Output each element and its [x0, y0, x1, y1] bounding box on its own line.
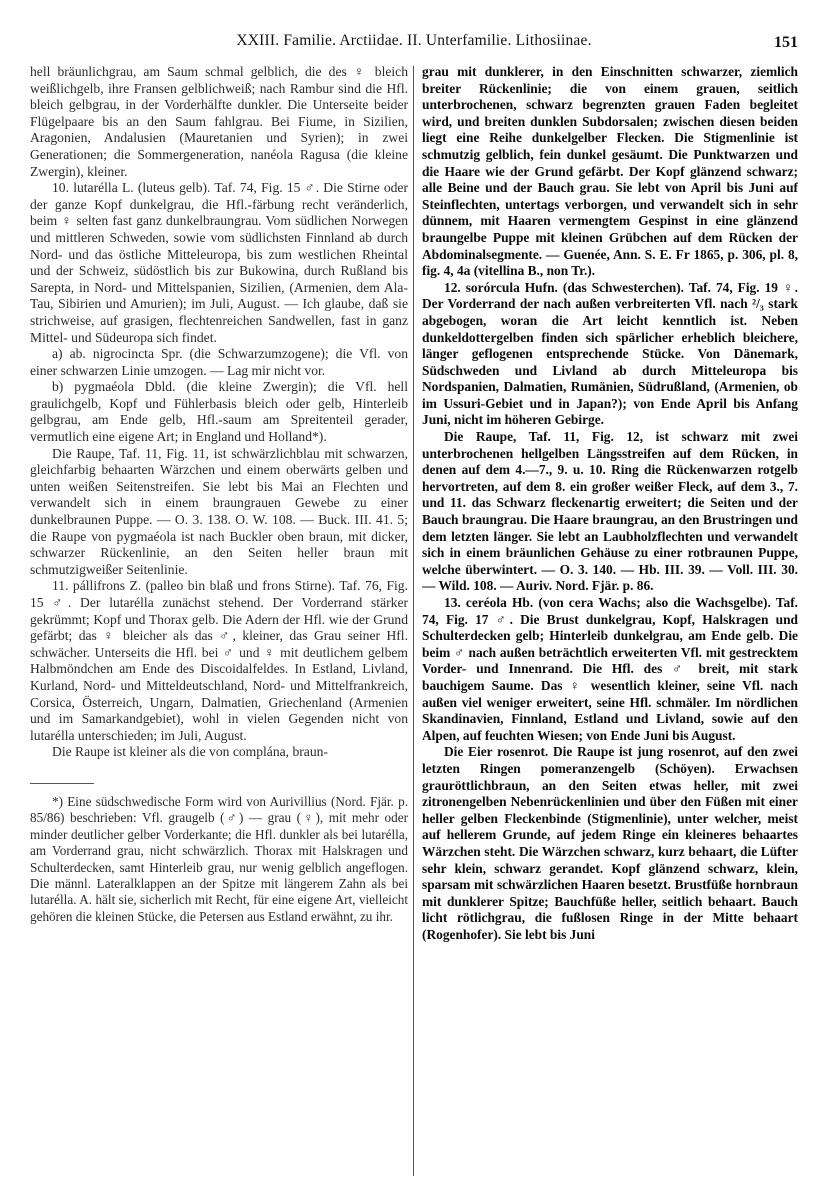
paragraph: hell bräunlichgrau, am Saum schmal gelblich, die des ♀ bleich weißlichgelb, ihre Fransen gelblichweiß; nach Rambur sind die Hfl. bleich gelbgrau, in der Vorderhälfte dunkler. Die Unterseite beider Flügelpaare bis an den Saum fahlgrau. Bei Fiume, in Sizilien, Aragonien, Andalusien (Mauretanien und Syrien); in zwei Generationen; die Sommergeneration, nanéola Ragusa (die kleine Zwergin), kleiner.	[30, 64, 408, 179]
egg-larva-description: Die Eier rosenrot. Die Raupe ist jung rosenrot, auf den zwei letzten Ringen pomeranzengelb (Schöyen). Erwachsen grauröttlichbraun, an den Seiten etwas heller, mit zwei zitronengelben Nebenrückenlinien und über den Füßen mit einer heller gelben Fleckenbinde (Stigmenlinie), unter welcher, meist auf hellerem Grunde, auf jedem Ringe ein kleineres behaartes Wärzchen steht. Die Wärzchen schwarz, kurz behaart, die Lüfter sehr klein, schwarz gerandet. Kopf glänzend schwarz, klein, sparsam mit schwärzlichen Haaren besetzt. Brustfüße hornbraun mit dunklerer Spitze; Bauchfüße heller, seitlich behaart. Bauch licht rötlichgrau, die fußlosen Ringe in der Mitte behaart (Rogenhofer). Sie lebt bis Juni	[422, 744, 798, 942]
aberration-nigrocincta: a) ab. nigrocincta Spr. (die Schwarzumzogene); die Vfl. von einer schwarzen Linie umzogen. — Lag mir nicht vor.	[30, 346, 408, 378]
paragraph: Die Raupe ist kleiner als die von complána, braun-	[52, 744, 328, 760]
page-header	[30, 30, 798, 54]
column-divider	[413, 66, 414, 1176]
footnote-separator	[30, 783, 94, 784]
species-entry-lutarella: 10. lutarélla L. (luteus gelb). Taf. 74, Fig. 15 ♂. Die Stirne oder der ganze Kopf dunkelgrau, die Hfl.-färbung recht veränderlich, beim ♀ selten fast ganz dunkelbraungrau. Vom südlichen Norwegen und mittleren Schweden, sowie vom südlichsten Finnland ab durch Nord- und das östliche Mitteleuropa, bis zum westlichen Rheintal und der Schweiz, südöstlich bis zur Bukowina, durch Rußland bis Sarepta, in Nord- und Mittelspanien, Sizilien, (Armenien, dem Ala-Tau, Sibirien und Amurien); im Juli, August. — Ich glaube, daß sie strichweise, auf grasigen, flechtenreichen Sandwellen, fast in ganz Mittel- und Südeuropa sich findet.	[30, 180, 408, 345]
species-entry-cereola: 13. ceréola Hb. (von cera Wachs; also die Wachsgelbe). Taf. 74, Fig. 17 ♂. Die Brust dunkelgrau, Kopf, Halskragen und Schulterdecken gelb; Hinterleib dunkelgrau, am Ende gelb. Die beim ♂ nach außen beträchtlich erweiterten Vfl. mit gestrecktem Vorder- und Innenrand. Die Hfl. des ♂ breit, mit stark bauchigem Saume. Das ♀ wesentlich kleiner, seine Vfl. nach außen viel weniger erweitert, seine Hfl. schmäler. Im nördlichen Skandinavien, Finnland, Estland und Livland, sowie auf den Alpen, auf feuchten Wiesen; von Ende Juni bis August.	[422, 595, 798, 743]
larva-description: Die Raupe, Taf. 11, Fig. 12, ist schwarz mit zwei unterbrochenen hellgelben Längsstreifen auf dem Rücken, in denen auf dem 4.—7., 9. u. 10. Ring die Rückenwarzen rotgelb hervortreten, auf dem 8. ein großer weißer Fleck, auf dem 3., 7. und 11. das Schwarz fleckenartig erweitert; die Seiten und der Bauch braungrau. Die Haare braungrau, an den Brustringen und dem letzten länger. Sie lebt an Laubholzflechten und verwandelt sich in einem bräunlichen Gehäuse zu einer rotbraunen Puppe, welche überwintert. — O. 3. 140. — Hb. III. 39. — Voll. III. 30. — Wild. 108. — Auriv. Nord. Fjär. p. 86.	[422, 429, 798, 594]
paragraph: grau mit dunklerer, in den Einschnitten schwarzer, ziemlich breiter Rückenlinie; die von einem grauen, seitlich unterbrochenen, schwarz begrenzten grauen Faden begleitet wird, und breiten dunklen Subdorsalen; zwischen diesen beiden liegt eine Reihe dunkelgelber Flecken. Die Stigmenlinie ist schmutzig gelblich, fein dunkel gesäumt. Die Punktwarzen und die Haare wie der Grund gefärbt. Der Kopf glänzend schwarz; alle Beine und der Bauch grau. Sie lebt von April bis Juni auf Steinflechten, untertags verborgen, und verwandelt sich in sehr dünnem, mit Haaren vermengtem Gespinst in eine glänzend braungelbe Puppe mit kleinen Grübchen auf dem Rücken der Abdominalsegmente. — Guenée, Ann. S. E. Fr 1865, p. 306, pl. 8, fig. 4, 4a (vitellina B., non Tr.).	[422, 64, 798, 279]
larva-description: Die Raupe, Taf. 11, Fig. 11, ist schwärzlichblau mit schwarzen, gleichfarbig behaarten Wärzchen und einem oberwärts gelben und unten weißen Seitenstreifen. Sie lebt bis Mai an Flechten und verwandelt sich in einem braungrauen Gewebe zu einer dunkelbraunen Puppe. — O. 3. 138. O. W. 108. — Buck. III. 41. 5; die Raupe von pygmaéola ist nach Buckler oben braun, mit dicker, schwarzer Rückenlinie, an den Seiten heller braun mit schmutzigweißer Seitenlinie.	[30, 445, 408, 577]
right-column	[422, 64, 798, 1172]
species-entry-pallifrons: 11. pállifrons Z. (palleo bin blaß und frons Stirne). Taf. 76, Fig. 15 ♂. Der lutarélla zunächst stehend. Der Vorderrand stärker gekrümmt; Kopf und Thorax gelb. Die Adern der Hfl. wie der Grund gefärbt; das ♀ bleicher als das ♂, kleiner, das Grau seiner Hfl. schwächer. Unterseits die Hfl. bei ♂ und ♀ mit deutlichem gelbem Halbmöndchen am Ende des Discoidalfeldes. In Estland, Livland, Kurland, Nord- und Mitteldeutschland, Nord- und Mittelfrankreich, Corsica, Österreich, Ungarn, Dalmatien, Griechenland (Armenien und im Samarkandgebiet), wohl in vielen Gegenden nicht von lutarélla unterschieden; im Juli, August.	[30, 578, 408, 743]
footnote: *) Eine südschwedische Form wird von Aurivillius (Nord. Fjär. p. 85/86) beschrieben: Vfl. graugelb (♂) — grau (♀), mit mehr oder minder deutlicher gelber Vorderkante; die Hfl. dunkler als bei lutarélla, am Vorderrand grau, nicht schwärzlich. Thorax mit Halskragen und Schulterdecken, samt Hinterleib grau, nur wenig gelblich angeflogen. Die männl. Lateralklappen an der Spitze mit längerem Zahn als bei lutarélla. A. hält sie, sicherlich mit Recht, für eine eigene Art, vielleicht gehören die kleinen Stücke, die Petersen aus Estland erwähnt, zu ihr.	[30, 793, 408, 924]
form-pygmaeola: b) pygmaéola Dbld. (die kleine Zwergin); die Vfl. hell graulichgelb, Kopf und Fühlerbasis bleich oder gelb, Hinterleib gelbgrau, am Ende gelb, Hfl.-saum am Spreitenteil gerader, vermutlich eine eigene Art; in England und Holland*).	[30, 379, 408, 445]
running-title: XXIII. Familie. Arctiidae. II. Unterfamilie. Lithosiinae.	[236, 32, 592, 49]
species-entry-sororcula: 12. sorórcula Hufn. (das Schwesterchen). Taf. 74, Fig. 19 ♀. Der Vorderrand der nach außen verbreiterten Vfl. nach ²/₃ stark abgebogen, woran die Art leicht kenntlich ist. Neben dunkeldottergelben finden sich spärlicher erheblich bleichere, länger geflogenen entsprechende Stücke. Von Dänemark, Südschweden und Livland ab durch Mitteleuropa bis Nordspanien, Dalmatien, Rumänien, Südrußland, (Armenien, ob im Ussuri-Gebiet und in Japan?); von Ende April bis Anfang Juni, nicht im höheren Gebirge.	[422, 279, 798, 428]
page-number: 151	[774, 34, 798, 51]
left-column	[30, 64, 408, 1172]
